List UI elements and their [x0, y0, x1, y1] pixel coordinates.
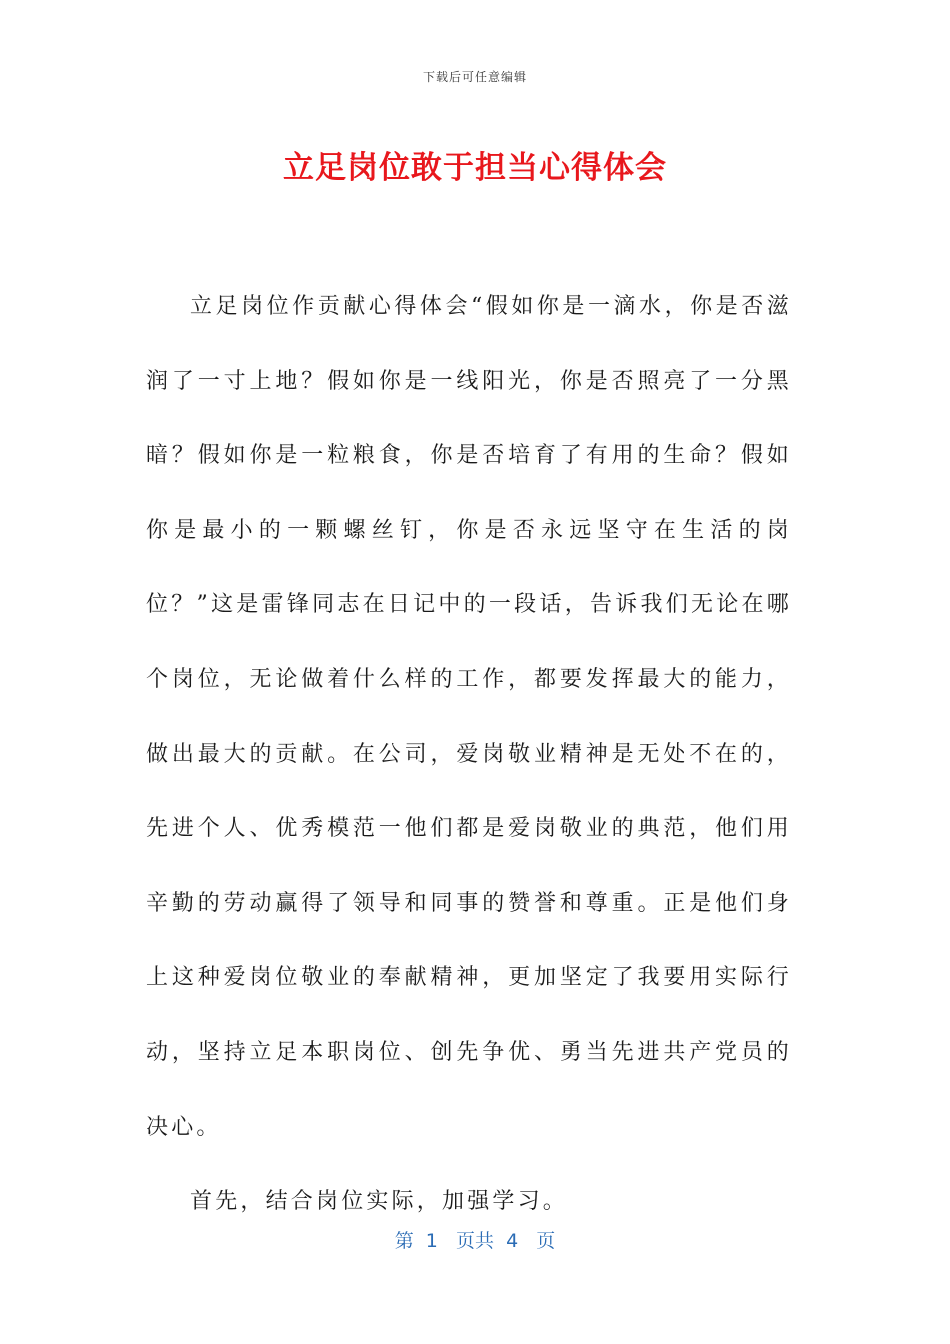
- page-number-footer: 第 1 页共 4 页: [394, 1230, 556, 1252]
- body-paragraph: 首先，结合岗位实际，加强学习。: [190, 1189, 569, 1215]
- body-paragraph: 立足岗位作贡献心得体会“假如你是一滴水，你是否滋润了一寸上地？假如你是一线阳光，你是否照亮了一分黑暗？假如你是一粒粮食，你是否培育了有用的生命？假如你是最小的一颗螺丝钉，你是否永远坚守在生活的岗位？”这是雷锋同志在日记中的一段话，告诉我们无论在哪个岗位，无论做着什么样的工作，都要发挥最大的能力，做出最大的贡献。在公司，爱岗敬业精神是无处不在的，先进个人、优秀模范一他们都是爱岗敬业的典范，他们用辛勤的劳动赢得了领导和同事的赞誉和尊重。正是他们身上这种爱岗位敬业的奉献精神，更加坚定了我要用实际行动，坚持立足本职岗位、创先争优、勇当先进共产党员的决心。: [146, 294, 792, 1140]
- document-title: 立足岗位敢于担当心得体会: [283, 150, 667, 186]
- header-note: 下载后可任意编辑: [422, 70, 527, 84]
- document-body: [146, 270, 792, 1240]
